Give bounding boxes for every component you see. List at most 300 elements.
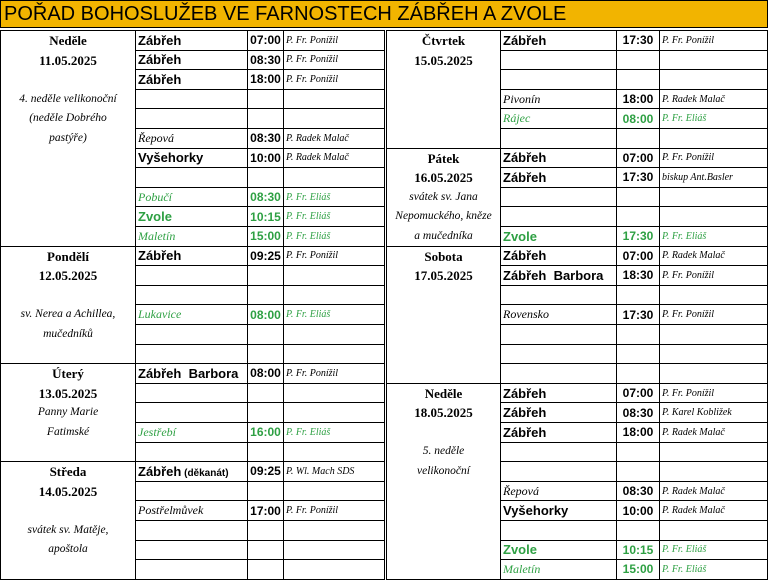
table-row — [136, 168, 385, 188]
day-cell-left-3 — [0, 461, 136, 580]
day-name: Středa — [49, 464, 87, 480]
priest-cell: P. Fr. Eliáš — [660, 109, 768, 129]
priest-cell: P. Fr. Ponížil — [660, 266, 768, 286]
time-cell: 08:30 — [617, 403, 660, 423]
priest-cell: P. Radek Malač — [660, 501, 768, 521]
priest-cell — [284, 168, 385, 188]
place-cell — [136, 148, 248, 168]
place-cell — [501, 266, 617, 286]
time-cell — [248, 89, 284, 109]
place-name: Jestřebí — [138, 424, 176, 439]
day-date: 16.05.2025 — [414, 170, 473, 186]
day-rows-table — [135, 461, 385, 580]
place-cell — [501, 560, 617, 580]
priest-cell: P. Fr. Eliáš — [660, 540, 768, 560]
time-cell: 08:30 — [617, 481, 660, 501]
place-name: Rovensko — [503, 307, 549, 322]
place-cell — [501, 442, 617, 462]
table-row — [501, 344, 768, 364]
place-cell — [136, 422, 248, 442]
table-row — [136, 520, 385, 540]
table-row — [136, 285, 385, 305]
day-note-line: a mučedníka — [414, 229, 473, 242]
table-row — [136, 383, 385, 403]
time-cell — [617, 324, 660, 344]
time-cell — [617, 520, 660, 540]
place-cell — [501, 128, 617, 148]
day-cell-left-2 — [0, 363, 136, 462]
day-rows-table — [500, 30, 768, 149]
place-name: Zábřeh — [503, 32, 547, 48]
table-row — [501, 501, 768, 521]
day-name: Neděle — [49, 33, 87, 48]
table-row — [501, 285, 768, 305]
priest-cell — [284, 109, 385, 129]
day-rows-table — [500, 383, 768, 580]
time-cell — [617, 187, 660, 207]
place-cell — [501, 50, 617, 70]
priest-cell — [284, 540, 385, 560]
time-cell: 17:30 — [617, 31, 660, 51]
table-row — [501, 266, 768, 286]
place-subnote: (děkanát) — [181, 467, 229, 479]
time-cell — [617, 344, 660, 364]
priest-cell — [660, 70, 768, 90]
table-row — [501, 442, 768, 462]
day-date: 14.05.2025 — [38, 483, 98, 499]
place-cell — [136, 50, 248, 70]
priest-cell — [660, 442, 768, 462]
table-row — [501, 226, 768, 246]
time-cell: 08:30 — [248, 50, 284, 70]
table-row — [136, 70, 385, 90]
priest-cell: P. Fr. Ponížil — [284, 70, 385, 90]
place-cell — [501, 501, 617, 521]
table-row — [136, 246, 385, 266]
priest-cell — [660, 187, 768, 207]
table-row — [136, 89, 385, 109]
place-name: Zábřeh — [138, 52, 182, 68]
day-note-line: svátek sv. Matěje, — [27, 523, 109, 536]
time-cell — [617, 207, 660, 227]
priest-cell: P. Radek Malač — [660, 89, 768, 109]
priest-cell — [284, 89, 385, 109]
time-cell: 09:25 — [248, 462, 284, 482]
table-row — [501, 50, 768, 70]
priest-cell — [660, 520, 768, 540]
priest-cell: P. Radek Malač — [660, 246, 768, 266]
place-cell — [136, 520, 248, 540]
time-cell: 15:00 — [617, 560, 660, 580]
time-cell: 16:00 — [248, 422, 284, 442]
day-note-line: svátek sv. Jana — [409, 190, 478, 203]
table-row — [501, 520, 768, 540]
priest-cell: P. Fr. Ponížil — [660, 31, 768, 51]
table-row — [501, 364, 768, 384]
day-cell-right-0 — [386, 30, 501, 149]
day-note-line: Nepomuckého, kněze — [395, 210, 492, 223]
priest-cell: P. Radek Malač — [660, 422, 768, 442]
day-name: Pátek — [427, 150, 460, 166]
time-cell: 08:00 — [248, 364, 284, 384]
table-row — [136, 207, 385, 227]
table-row — [136, 266, 385, 286]
priest-cell: P. Fr. Ponížil — [284, 31, 385, 51]
time-cell — [248, 344, 284, 364]
place-cell — [501, 324, 617, 344]
table-row — [136, 481, 385, 501]
time-cell: 08:00 — [248, 305, 284, 325]
table-row — [501, 403, 768, 423]
priest-cell: biskup Ant.Basler — [660, 168, 768, 188]
time-cell — [248, 168, 284, 188]
place-cell — [136, 481, 248, 501]
time-cell: 07:00 — [617, 148, 660, 168]
place-name: Zvole — [503, 542, 537, 558]
priest-cell: P. Fr. Eliáš — [284, 226, 385, 246]
table-row — [501, 560, 768, 580]
place-cell — [136, 540, 248, 560]
day-cell-right-3 — [386, 383, 501, 580]
day-rows-table — [135, 363, 385, 462]
priest-cell — [284, 560, 385, 580]
table-row — [136, 50, 385, 70]
day-note-line: pastýře) — [49, 131, 87, 144]
table-row — [501, 148, 768, 168]
place-cell — [136, 560, 248, 580]
priest-cell: P. Fr. Eliáš — [660, 560, 768, 580]
table-row — [136, 403, 385, 423]
time-cell: 18:00 — [617, 89, 660, 109]
time-cell: 18:00 — [617, 422, 660, 442]
day-date: 13.05.2025 — [38, 385, 98, 401]
table-row — [136, 305, 385, 325]
place-cell — [136, 31, 248, 51]
place-cell — [136, 266, 248, 286]
day-note-line — [1, 286, 135, 306]
table-row — [136, 442, 385, 462]
page-title: POŘAD BOHOSLUŽEB VE FARNOSTECH ZÁBŘEH A ZVOLE — [0, 0, 768, 28]
place-cell — [501, 89, 617, 109]
priest-cell: P. Radek Malač — [284, 148, 385, 168]
place-cell — [136, 109, 248, 129]
day-note-line: 5. neděle — [422, 445, 465, 458]
table-row — [501, 462, 768, 482]
time-cell: 17:30 — [617, 168, 660, 188]
place-cell — [136, 344, 248, 364]
place-cell — [501, 246, 617, 266]
table-row — [501, 207, 768, 227]
place-cell — [136, 442, 248, 462]
place-cell — [501, 422, 617, 442]
place-cell — [136, 285, 248, 305]
priest-cell — [284, 403, 385, 423]
table-row — [136, 128, 385, 148]
priest-cell: P. Fr. Eliáš — [660, 226, 768, 246]
place-cell — [501, 344, 617, 364]
priest-cell: P. Fr. Ponížil — [660, 305, 768, 325]
time-cell: 17:30 — [617, 305, 660, 325]
time-cell — [248, 403, 284, 423]
day-name: Neděle — [424, 385, 463, 401]
place-cell — [136, 462, 248, 482]
time-cell — [248, 560, 284, 580]
day-rows-table — [500, 148, 768, 247]
priest-cell — [660, 462, 768, 482]
time-cell — [617, 70, 660, 90]
place-cell — [136, 89, 248, 109]
time-cell: 07:00 — [617, 246, 660, 266]
priest-cell — [284, 383, 385, 403]
table-row — [501, 31, 768, 51]
place-cell — [501, 383, 617, 403]
table-row — [136, 462, 385, 482]
time-cell — [248, 383, 284, 403]
priest-cell: P. Fr. Ponížil — [660, 148, 768, 168]
place-name: Řepová — [138, 130, 174, 145]
place-cell — [501, 520, 617, 540]
time-cell — [248, 285, 284, 305]
place-cell — [501, 226, 617, 246]
priest-cell: P. Wl. Mach SDS — [284, 462, 385, 482]
day-note-line: Fatimské — [46, 425, 90, 438]
day-rows-table — [135, 30, 385, 247]
place-name: Rájec — [503, 111, 531, 126]
day-note-line: sv. Nerea a Achillea, — [20, 308, 116, 321]
place-cell — [501, 481, 617, 501]
table-row — [136, 540, 385, 560]
place-cell — [501, 403, 617, 423]
place-cell — [501, 31, 617, 51]
place-cell — [501, 148, 617, 168]
priest-cell — [660, 207, 768, 227]
table-row — [136, 422, 385, 442]
table-row — [501, 89, 768, 109]
day-note-line: Panny Marie — [37, 406, 99, 419]
time-cell: 17:30 — [617, 226, 660, 246]
priest-cell: P. Fr. Ponížil — [284, 364, 385, 384]
day-name: Pondělí — [47, 248, 89, 264]
day-note-line — [387, 423, 500, 443]
place-cell — [501, 285, 617, 305]
priest-cell: P. Fr. Eliáš — [284, 305, 385, 325]
time-cell — [617, 128, 660, 148]
table-row — [501, 168, 768, 188]
place-name: Zvole — [138, 209, 172, 225]
table-row — [136, 148, 385, 168]
priest-cell — [660, 50, 768, 70]
time-cell — [248, 481, 284, 501]
day-name: Sobota — [424, 248, 463, 264]
table-row — [136, 31, 385, 51]
place-name: Zábřeh Barbora — [138, 365, 239, 381]
time-cell: 10:15 — [248, 207, 284, 227]
priest-cell — [284, 344, 385, 364]
place-cell — [136, 187, 248, 207]
table-row — [136, 109, 385, 129]
day-date: 15.05.2025 — [414, 52, 473, 68]
place-cell — [501, 187, 617, 207]
place-cell — [136, 226, 248, 246]
day-date: 11.05.2025 — [39, 52, 97, 68]
priest-cell: P. Fr. Ponížil — [284, 246, 385, 266]
time-cell: 10:15 — [617, 540, 660, 560]
priest-cell — [660, 285, 768, 305]
priest-cell: P. Fr. Ponížil — [284, 501, 385, 521]
day-date: 17.05.2025 — [414, 268, 473, 284]
place-name: Vyšehorky — [503, 503, 569, 519]
time-cell: 08:30 — [248, 187, 284, 207]
place-name: Zábřeh — [138, 71, 182, 87]
time-cell: 07:00 — [617, 383, 660, 403]
time-cell: 10:00 — [617, 501, 660, 521]
place-cell — [136, 364, 248, 384]
table-row — [501, 109, 768, 129]
table-row — [501, 422, 768, 442]
time-cell — [617, 364, 660, 384]
table-row — [501, 540, 768, 560]
time-cell: 08:00 — [617, 109, 660, 129]
time-cell — [617, 285, 660, 305]
day-note-line: apoštola — [48, 543, 88, 556]
day-rows-table — [135, 246, 385, 365]
day-cell-left-0 — [0, 30, 136, 247]
table-row — [501, 187, 768, 207]
time-cell: 18:30 — [617, 266, 660, 286]
day-date: 18.05.2025 — [414, 405, 473, 421]
place-name: Zábřeh — [138, 32, 182, 48]
time-cell — [248, 324, 284, 344]
priest-cell: P. Fr. Eliáš — [284, 207, 385, 227]
place-name: Zábřeh — [503, 385, 547, 401]
table-row — [501, 305, 768, 325]
place-cell — [501, 540, 617, 560]
time-cell: 15:00 — [248, 226, 284, 246]
day-note-line — [1, 501, 135, 521]
table-row — [136, 187, 385, 207]
day-note-line: (neděle Dobrého — [29, 112, 107, 124]
table-row — [136, 226, 385, 246]
table-row — [136, 324, 385, 344]
place-cell — [501, 305, 617, 325]
time-cell: 08:30 — [248, 128, 284, 148]
place-cell — [136, 383, 248, 403]
table-row — [136, 560, 385, 580]
time-cell — [248, 540, 284, 560]
priest-cell — [660, 344, 768, 364]
priest-cell — [660, 128, 768, 148]
priest-cell: P. Fr. Ponížil — [284, 50, 385, 70]
priest-cell — [284, 442, 385, 462]
place-cell — [136, 70, 248, 90]
place-name: Řepová — [503, 483, 539, 498]
day-name: Úterý — [52, 366, 84, 382]
priest-cell: P. Radek Malač — [284, 128, 385, 148]
place-cell — [501, 364, 617, 384]
time-cell — [248, 520, 284, 540]
day-cell-right-2 — [386, 246, 501, 384]
time-cell: 17:00 — [248, 501, 284, 521]
table-row — [501, 246, 768, 266]
table-row — [501, 383, 768, 403]
place-cell — [501, 109, 617, 129]
place-name: Zábřeh — [503, 405, 547, 421]
priest-cell — [660, 324, 768, 344]
priest-cell: P. Radek Malač — [660, 481, 768, 501]
place-name: Lukavice — [138, 307, 182, 322]
priest-cell — [284, 324, 385, 344]
priest-cell: P. Fr. Ponížil — [660, 383, 768, 403]
priest-cell — [660, 364, 768, 384]
place-cell — [501, 70, 617, 90]
time-cell — [248, 442, 284, 462]
day-note-line: mučedníků — [43, 327, 93, 340]
day-note-line — [1, 70, 135, 90]
place-name: Zábřeh — [503, 150, 547, 166]
priest-cell — [284, 285, 385, 305]
place-name: Pivonín — [503, 91, 541, 106]
place-cell — [501, 207, 617, 227]
priest-cell — [284, 481, 385, 501]
time-cell: 18:00 — [248, 70, 284, 90]
place-name: Postřelmůvek — [138, 503, 204, 518]
table-row — [501, 128, 768, 148]
table-row — [136, 344, 385, 364]
place-name: Zábřeh — [138, 463, 182, 479]
time-cell — [617, 50, 660, 70]
priest-cell: P. Fr. Eliáš — [284, 422, 385, 442]
priest-cell: P. Fr. Eliáš — [284, 187, 385, 207]
place-name: Maletín — [503, 561, 541, 576]
day-date: 12.05.2025 — [38, 268, 98, 284]
place-cell — [136, 501, 248, 521]
time-cell — [617, 442, 660, 462]
place-cell — [136, 305, 248, 325]
table-row — [501, 481, 768, 501]
place-name: Zábřeh — [503, 424, 547, 440]
place-name: Zábřeh — [138, 248, 182, 264]
place-name: Vyšehorky — [138, 150, 204, 166]
place-name: Zvole — [503, 228, 537, 244]
priest-cell — [284, 520, 385, 540]
table-row — [501, 324, 768, 344]
table-row — [501, 70, 768, 90]
day-rows-table — [500, 246, 768, 384]
priest-cell: P. Karel Kobližek — [660, 403, 768, 423]
time-cell: 10:00 — [248, 148, 284, 168]
time-cell — [248, 109, 284, 129]
time-cell: 09:25 — [248, 246, 284, 266]
place-cell — [136, 168, 248, 188]
time-cell: 07:00 — [248, 31, 284, 51]
place-cell — [136, 403, 248, 423]
time-cell — [248, 266, 284, 286]
time-cell — [617, 462, 660, 482]
place-name: Zábřeh — [503, 169, 547, 185]
table-row — [136, 501, 385, 521]
place-cell — [136, 207, 248, 227]
day-note-line: velikonoční — [416, 464, 470, 477]
place-name: Pobučí — [138, 189, 172, 204]
place-name: Zábřeh Barbora — [503, 267, 604, 283]
place-name: Maletín — [138, 228, 176, 243]
priest-cell — [284, 266, 385, 286]
day-note-line: 4. neděle velikonoční — [19, 92, 117, 105]
table-row — [136, 364, 385, 384]
day-cell-left-1 — [0, 246, 136, 365]
day-name: Čtvrtek — [421, 33, 466, 48]
place-cell — [136, 324, 248, 344]
